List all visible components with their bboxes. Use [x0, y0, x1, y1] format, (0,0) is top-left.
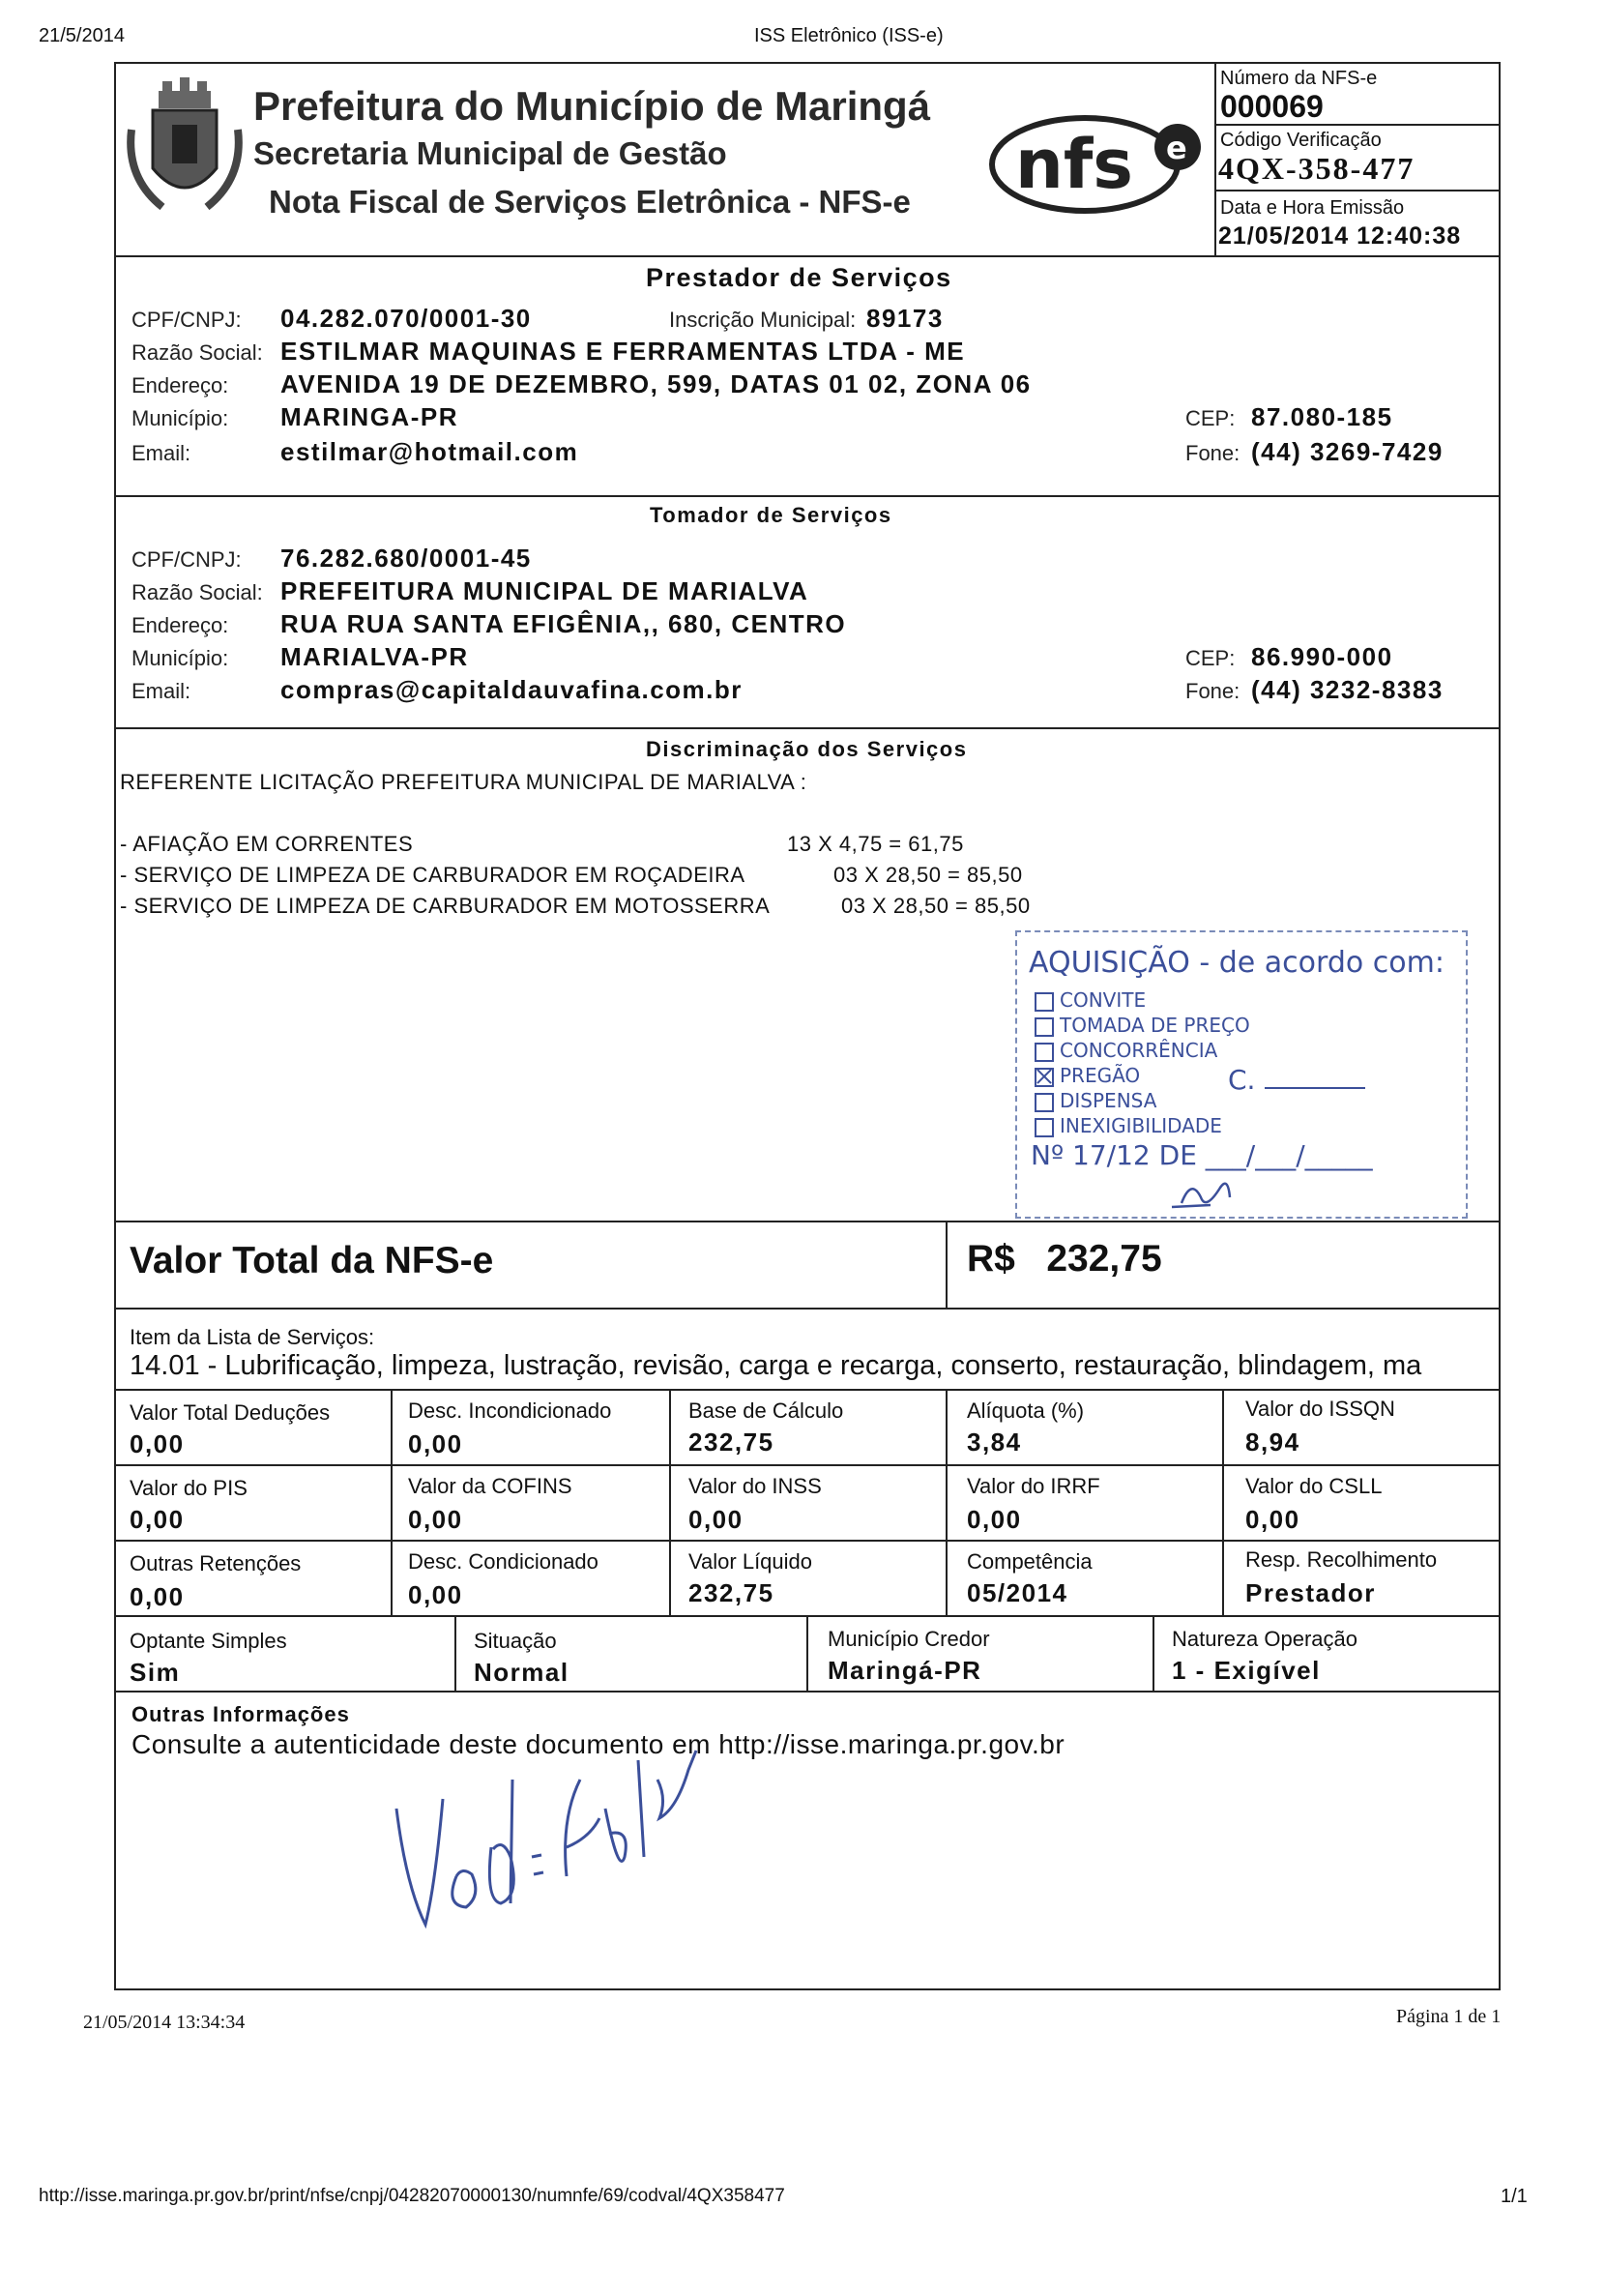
stamp-option: CONCORRÊNCIA	[1035, 1039, 1217, 1062]
grid-label-resp-recolhimento: Resp. Recolhimento	[1245, 1547, 1438, 1572]
total-value: R$ 232,75	[967, 1238, 1162, 1280]
stamp-c-mark: C.	[1228, 1064, 1256, 1096]
grid-label-outras-retencoes: Outras Retenções	[130, 1551, 302, 1575]
service-item-calc: 03 X 28,50 = 85,50	[841, 894, 1031, 918]
stamp-option: DISPENSA	[1035, 1089, 1156, 1112]
grid-label-pis: Valor do PIS	[130, 1476, 248, 1500]
prestador-cpf-value: 04.282.070/0001-30	[280, 304, 532, 333]
prestador-cep-label: CEP:	[1185, 406, 1236, 430]
tomador-fone-value: (44) 3232-8383	[1251, 675, 1444, 704]
tomador-email-label: Email:	[131, 679, 191, 703]
prestador-email-value: estilmar@hotmail.com	[280, 437, 579, 466]
print-date: 21/5/2014	[39, 25, 125, 46]
tomador-title: Tomador de Serviços	[650, 503, 892, 527]
discriminacao-title: Discriminação dos Serviços	[646, 737, 968, 761]
tomador-email-value: compras@capitaldauvafina.com.br	[280, 675, 743, 704]
svg-text:nfs: nfs	[1015, 125, 1133, 204]
grid-value-base-calculo: 232,75	[688, 1428, 774, 1457]
header-municipality: Prefeitura do Município de Maringá	[253, 83, 931, 129]
prestador-municipio-value: MARINGA-PR	[280, 402, 458, 431]
handwritten-signature	[377, 1741, 744, 1944]
print-url: http://isse.maringa.pr.gov.br/print/nfse/cnpj/04282070000130/numnfe/69/codval/4QX358477	[39, 2186, 785, 2206]
header-doc-title: Nota Fiscal de Serviços Eletrônica - NFS-e	[269, 184, 911, 220]
prestador-cpf-label: CPF/CNPJ:	[131, 308, 242, 332]
grid-label-desc-cond: Desc. Condicionado	[408, 1549, 598, 1574]
grid-label-inss: Valor do INSS	[688, 1474, 822, 1498]
grid-value-outras-retencoes: 0,00	[130, 1582, 185, 1611]
stamp-option: CONVITE	[1035, 988, 1146, 1012]
grid-label-irrf: Valor do IRRF	[967, 1474, 1100, 1498]
tomador-municipio-label: Município:	[131, 646, 229, 670]
stamp-option: TOMADA DE PREÇO	[1035, 1014, 1250, 1037]
grid-label-issqn: Valor do ISSQN	[1245, 1397, 1395, 1421]
grid-label-aliquota: Alíquota (%)	[967, 1398, 1085, 1423]
row4-value-municipio-credor: Maringá-PR	[828, 1656, 982, 1685]
checkbox-icon	[1035, 1093, 1054, 1112]
prestador-endereco-label: Endereço:	[131, 373, 229, 397]
grid-value-irrf: 0,00	[967, 1505, 1022, 1534]
discriminacao-intro: REFERENTE LICITAÇÃO PREFEITURA MUNICIPAL DE MARIALVA :	[120, 770, 807, 794]
print-page-count: 1/1	[1501, 2186, 1528, 2207]
checkbox-icon	[1035, 992, 1054, 1012]
data-value: 21/05/2014 12:40:38	[1218, 222, 1462, 250]
item-lista-label: Item da Lista de Serviços:	[130, 1325, 375, 1349]
grid-value-issqn: 8,94	[1245, 1428, 1300, 1457]
grid-label-csll: Valor do CSLL	[1245, 1474, 1383, 1498]
tomador-municipio-value: MARIALVA-PR	[280, 642, 469, 671]
footer-printed-time: 21/05/2014 13:34:34	[83, 2012, 246, 2033]
grid-value-aliquota: 3,84	[967, 1428, 1022, 1457]
grid-value-valor-liquido: 232,75	[688, 1578, 774, 1607]
grid-label-deducoes: Valor Total Deduções	[130, 1400, 331, 1425]
tomador-endereco-value: RUA RUA SANTA EFIGÊNIA,, 680, CENTRO	[280, 609, 847, 638]
codigo-value: 4QX-358-477	[1218, 151, 1415, 186]
checkbox-icon	[1035, 1043, 1054, 1062]
prestador-razao-value: ESTILMAR MAQUINAS E FERRAMENTAS LTDA - ME	[280, 337, 966, 366]
prestador-inscricao-label: Inscrição Municipal:	[669, 308, 857, 332]
grid-label-valor-liquido: Valor Líquido	[688, 1549, 813, 1574]
grid-value-cofins: 0,00	[408, 1505, 463, 1534]
row4-label-natureza: Natureza Operação	[1172, 1627, 1357, 1651]
svg-text:e: e	[1166, 130, 1187, 166]
row4-value-optante: Sim	[130, 1658, 181, 1687]
prestador-fone-value: (44) 3269-7429	[1251, 437, 1444, 466]
numero-value: 000069	[1220, 89, 1324, 124]
prestador-cep-value: 87.080-185	[1251, 402, 1393, 431]
stamp-numero-line: Nº 17/12 DE ___/___/_____	[1031, 1139, 1373, 1171]
coat-of-arms-logo	[124, 72, 246, 226]
row4-label-municipio-credor: Município Credor	[828, 1627, 990, 1651]
grid-label-desc-incond: Desc. Incondicionado	[408, 1398, 612, 1423]
service-item-calc: 03 X 28,50 = 85,50	[833, 863, 1023, 887]
tomador-razao-label: Razão Social:	[131, 580, 263, 604]
tomador-cpf-value: 76.282.680/0001-45	[280, 544, 532, 573]
item-lista-value: 14.01 - Lubrificação, limpeza, lustração, revisão, carga e recarga, conserto, restauração, blindagem, ma	[130, 1350, 1422, 1381]
prestador-inscricao-value: 89173	[866, 304, 944, 333]
grid-value-deducoes: 0,00	[130, 1429, 185, 1458]
grid-value-pis: 0,00	[130, 1505, 185, 1534]
service-item-desc: - SERVIÇO DE LIMPEZA DE CARBURADOR EM MOTOSSERRA	[120, 894, 771, 918]
tomador-cep-label: CEP:	[1185, 646, 1236, 670]
grid-label-cofins: Valor da COFINS	[408, 1474, 572, 1498]
print-title: ISS Eletrônico (ISS-e)	[754, 25, 944, 46]
row4-label-optante: Optante Simples	[130, 1629, 287, 1653]
tomador-cpf-label: CPF/CNPJ:	[131, 547, 242, 572]
service-item-desc: - AFIAÇÃO EM CORRENTES	[120, 832, 414, 856]
tomador-endereco-label: Endereço:	[131, 613, 229, 637]
numero-label: Número da NFS-e	[1220, 68, 1378, 89]
nfse-logo	[988, 108, 1209, 215]
grid-value-csll: 0,00	[1245, 1505, 1300, 1534]
tomador-cep-value: 86.990-000	[1251, 642, 1393, 671]
service-item-desc: - SERVIÇO DE LIMPEZA DE CARBURADOR EM ROÇADEIRA	[120, 863, 745, 887]
outras-info-title: Outras Informações	[131, 1702, 350, 1726]
data-label: Data e Hora Emissão	[1220, 197, 1405, 219]
grid-value-competencia: 05/2014	[967, 1578, 1068, 1607]
tomador-fone-label: Fone:	[1185, 679, 1240, 703]
checkbox-icon	[1035, 1017, 1054, 1037]
prestador-email-label: Email:	[131, 441, 191, 465]
row4-value-situacao: Normal	[474, 1658, 569, 1687]
checked-checkbox-icon	[1035, 1068, 1054, 1087]
stamp-title: AQUISIÇÃO - de acordo com:	[1029, 946, 1444, 980]
total-label: Valor Total da NFS-e	[130, 1240, 494, 1281]
grid-label-competencia: Competência	[967, 1549, 1093, 1574]
acquisition-stamp	[1015, 930, 1468, 1219]
grid-value-desc-cond: 0,00	[408, 1580, 463, 1609]
grid-label-base-calculo: Base de Cálculo	[688, 1398, 844, 1423]
stamp-initials-signature	[1153, 1168, 1269, 1217]
prestador-endereco-value: AVENIDA 19 DE DEZEMBRO, 599, DATAS 01 02, ZONA 06	[280, 369, 1032, 398]
grid-value-inss: 0,00	[688, 1505, 744, 1534]
row4-value-natureza: 1 - Exigível	[1172, 1656, 1321, 1685]
grid-value-resp-recolhimento: Prestador	[1245, 1578, 1376, 1607]
row4-label-situacao: Situação	[474, 1629, 557, 1653]
header-secretaria: Secretaria Municipal de Gestão	[253, 135, 727, 171]
checkbox-icon	[1035, 1118, 1054, 1137]
outras-info-text: Consulte a autenticidade deste documento em http://isse.maringa.pr.gov.br	[131, 1729, 1065, 1759]
stamp-option: PREGÃO	[1035, 1064, 1140, 1087]
service-item-calc: 13 X 4,75 = 61,75	[787, 832, 964, 856]
prestador-title: Prestador de Serviços	[646, 263, 952, 292]
stamp-option: INEXIGIBILIDADE	[1035, 1114, 1222, 1137]
grid-value-desc-incond: 0,00	[408, 1429, 463, 1458]
prestador-fone-label: Fone:	[1185, 441, 1240, 465]
tomador-razao-value: PREFEITURA MUNICIPAL DE MARIALVA	[280, 576, 809, 605]
prestador-municipio-label: Município:	[131, 406, 229, 430]
footer-pagina: Página 1 de 1	[1396, 2006, 1502, 2027]
prestador-razao-label: Razão Social:	[131, 340, 263, 365]
codigo-label: Código Verificação	[1220, 130, 1382, 151]
